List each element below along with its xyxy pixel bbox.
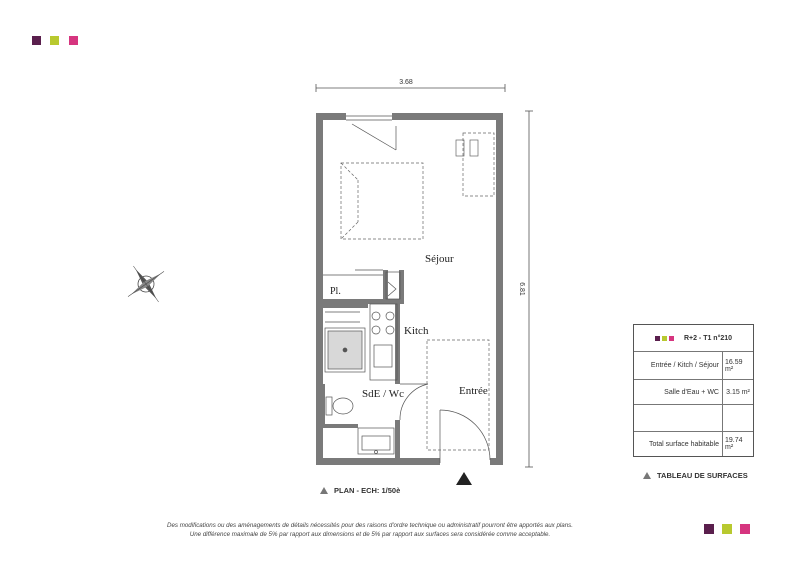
entry-arrow [456, 472, 472, 485]
plan-caption-text: PLAN - ECH: 1/50è [334, 486, 401, 495]
table-row [634, 379, 753, 404]
surface-table-heading [634, 325, 753, 351]
shower-wall [325, 312, 360, 322]
mini-square-pink [669, 336, 674, 341]
washbasin [358, 428, 394, 454]
mini-square-purple [655, 336, 660, 341]
row-label [634, 405, 723, 431]
footer-line-1: Des modifications ou des aménagements de détails nécessités pour des raisons d'ordre technique ou administratif pourront être apportés aux plans. [166, 522, 573, 529]
table-row-total [634, 431, 753, 456]
row-value [723, 405, 753, 431]
window [346, 116, 396, 150]
mini-square-green [662, 336, 667, 341]
surface-table [633, 324, 754, 457]
brand-square-pink [740, 524, 750, 534]
entry-door [440, 410, 490, 463]
bathroom-door [400, 384, 428, 420]
caption-triangle-icon [643, 472, 651, 479]
row-label: Salle d'Eau + WC [634, 380, 723, 404]
bed [341, 163, 423, 239]
compass-icon [115, 253, 176, 314]
row-label: Total surface habitable [634, 432, 723, 456]
row-value: 16.59 m² [725, 358, 743, 373]
room-label-entry: Entrée [459, 385, 488, 397]
table-row [634, 351, 753, 379]
height-dimension [525, 111, 533, 467]
toilet [326, 397, 353, 415]
outer-walls [316, 113, 503, 465]
row-value: 3.15 m² [726, 388, 750, 396]
kitchen-unit [370, 304, 397, 380]
room-label-bathroom: SdE / Wc [362, 388, 404, 400]
footer-line-2: Une différence maximale de 5% par rapport aux dimensions et de 5% par rapport aux surfaces sera considérée comme acceptable. [189, 530, 551, 538]
table-caption-text: TABLEAU DE SURFACES [657, 471, 748, 480]
table-caption [643, 471, 748, 480]
height-dimension-label: 6.81 [518, 282, 525, 296]
caption-triangle-icon [320, 487, 328, 494]
desk [456, 133, 494, 196]
row-value: 19.74 m² [725, 437, 743, 451]
brand-square-green [722, 524, 732, 534]
surface-table-title: R+2 - T1 n°210 [683, 334, 733, 342]
width-dimension-label: 3.68 [399, 79, 413, 86]
brand-square-purple [704, 524, 714, 534]
table-row [634, 404, 753, 431]
shower [325, 328, 365, 372]
row-label: Entrée / Kitch / Séjour [634, 352, 723, 379]
plan-caption [320, 486, 400, 495]
room-label-sejour: Séjour [425, 253, 454, 265]
room-label-kitchen: Kitch [404, 325, 429, 337]
footer-disclaimer [150, 522, 590, 539]
room-label-placard: Pl. [330, 286, 341, 297]
